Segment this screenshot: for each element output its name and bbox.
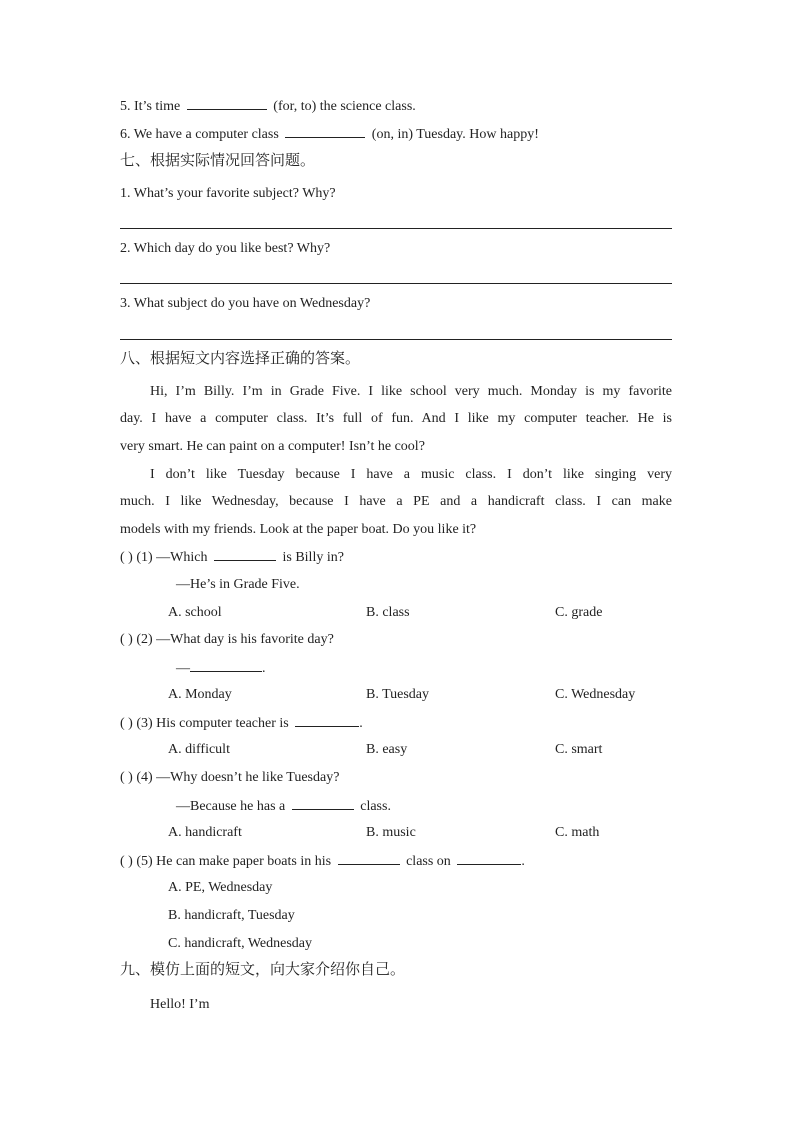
option-b[interactable]: B. handicraft, Tuesday xyxy=(168,908,295,923)
fill-item-5-prefix: 5. It’s time xyxy=(120,99,181,114)
answer-blank[interactable] xyxy=(285,125,365,138)
option-a[interactable]: A. school xyxy=(168,605,222,620)
answer-blank[interactable] xyxy=(457,852,521,865)
fill-item-5-suffix: (for, to) the science class. xyxy=(273,99,416,114)
option-b[interactable]: B. easy xyxy=(366,742,408,757)
choice-question-5 xyxy=(120,852,525,871)
period: . xyxy=(359,716,363,731)
answer-line[interactable] xyxy=(120,228,672,229)
option-c[interactable]: C. smart xyxy=(555,742,603,757)
period: . xyxy=(521,854,525,869)
writing-start: Hello! I’m xyxy=(150,997,210,1012)
answer-blank[interactable] xyxy=(295,714,359,727)
answer-blank[interactable] xyxy=(338,852,400,865)
question-1-suffix: is Billy in? xyxy=(282,550,344,565)
answer-parenthesis[interactable]: ( ) xyxy=(120,854,133,869)
option-c[interactable]: C. grade xyxy=(555,605,603,620)
option-c[interactable]: C. Wednesday xyxy=(555,687,636,702)
question-7-2: 2. Which day do you like best? Why? xyxy=(120,241,331,256)
option-a[interactable]: A. PE, Wednesday xyxy=(168,880,273,895)
question-2-text: (2) —What day is his favorite day? xyxy=(136,632,334,647)
answer-parenthesis[interactable]: ( ) xyxy=(120,770,133,785)
answer-line[interactable] xyxy=(120,283,672,284)
question-4-text: (4) —Why doesn’t he like Tuesday? xyxy=(136,770,340,785)
passage-line: Hi, I’m Billy. I’m in Grade Five. I like school very much. Monday is my favorite xyxy=(150,384,672,399)
fill-item-6-prefix: 6. We have a computer class xyxy=(120,127,279,142)
question-5-prefix: (5) He can make paper boats in his xyxy=(136,854,332,869)
answer-suffix: class. xyxy=(360,799,391,814)
passage-line: I don’t like Tuesday because I have a music class. I don’t like singing very xyxy=(150,467,672,482)
option-b[interactable]: B. music xyxy=(366,825,416,840)
answer-parenthesis[interactable]: ( ) xyxy=(120,716,133,731)
fill-item-6 xyxy=(120,125,539,144)
period: . xyxy=(262,661,266,676)
choice-question-3 xyxy=(120,714,363,733)
option-a[interactable]: A. handicraft xyxy=(168,825,242,840)
option-a[interactable]: A. difficult xyxy=(168,742,230,757)
fill-item-5 xyxy=(120,97,416,116)
passage-line: very smart. He can paint on a computer! Isn’t he cool? xyxy=(120,439,425,454)
question-7-3: 3. What subject do you have on Wednesday? xyxy=(120,296,371,311)
dash: — xyxy=(176,661,190,676)
option-c[interactable]: C. handicraft, Wednesday xyxy=(168,936,313,951)
choice-question-4 xyxy=(120,769,339,787)
option-a[interactable]: A. Monday xyxy=(168,687,232,702)
option-b[interactable]: B. class xyxy=(366,605,410,620)
answer-blank[interactable] xyxy=(190,659,262,672)
question-1-prefix: (1) —Which xyxy=(136,550,208,565)
answer-line[interactable] xyxy=(120,339,672,340)
passage-line: much. I like Wednesday, because I have a PE and a handicraft class. I can make xyxy=(120,494,672,509)
question-7-1: 1. What’s your favorite subject? Why? xyxy=(120,186,336,201)
answer-parenthesis[interactable]: ( ) xyxy=(120,632,133,647)
section-9-title: 九、模仿上面的短文，向大家介绍你自己。 xyxy=(120,960,406,978)
passage-line: day. I have a computer class. It’s full of fun. And I like my computer teacher. He is xyxy=(120,411,672,426)
section-8-title: 八、根据短文内容选择正确的答案。 xyxy=(120,349,361,367)
question-4-answer-line xyxy=(176,797,391,816)
question-5-middle: class on xyxy=(406,854,451,869)
question-2-answer-line xyxy=(176,659,266,678)
section-7-title: 七、根据实际情况回答问题。 xyxy=(120,151,316,169)
fill-item-6-suffix: (on, in) Tuesday. How happy! xyxy=(371,127,539,142)
passage-line: models with my friends. Look at the paper boat. Do you like it? xyxy=(120,522,477,537)
answer-blank[interactable] xyxy=(214,548,276,561)
answer-prefix: —Because he has a xyxy=(176,799,286,814)
question-1-answer-line: —He’s in Grade Five. xyxy=(176,577,300,592)
answer-blank[interactable] xyxy=(187,97,267,110)
answer-blank[interactable] xyxy=(292,797,354,810)
choice-question-1 xyxy=(120,548,344,567)
answer-parenthesis[interactable]: ( ) xyxy=(120,550,133,565)
choice-question-2 xyxy=(120,631,334,649)
question-3-prefix: (3) His computer teacher is xyxy=(136,716,289,731)
option-c[interactable]: C. math xyxy=(555,825,600,840)
option-b[interactable]: B. Tuesday xyxy=(366,687,430,702)
